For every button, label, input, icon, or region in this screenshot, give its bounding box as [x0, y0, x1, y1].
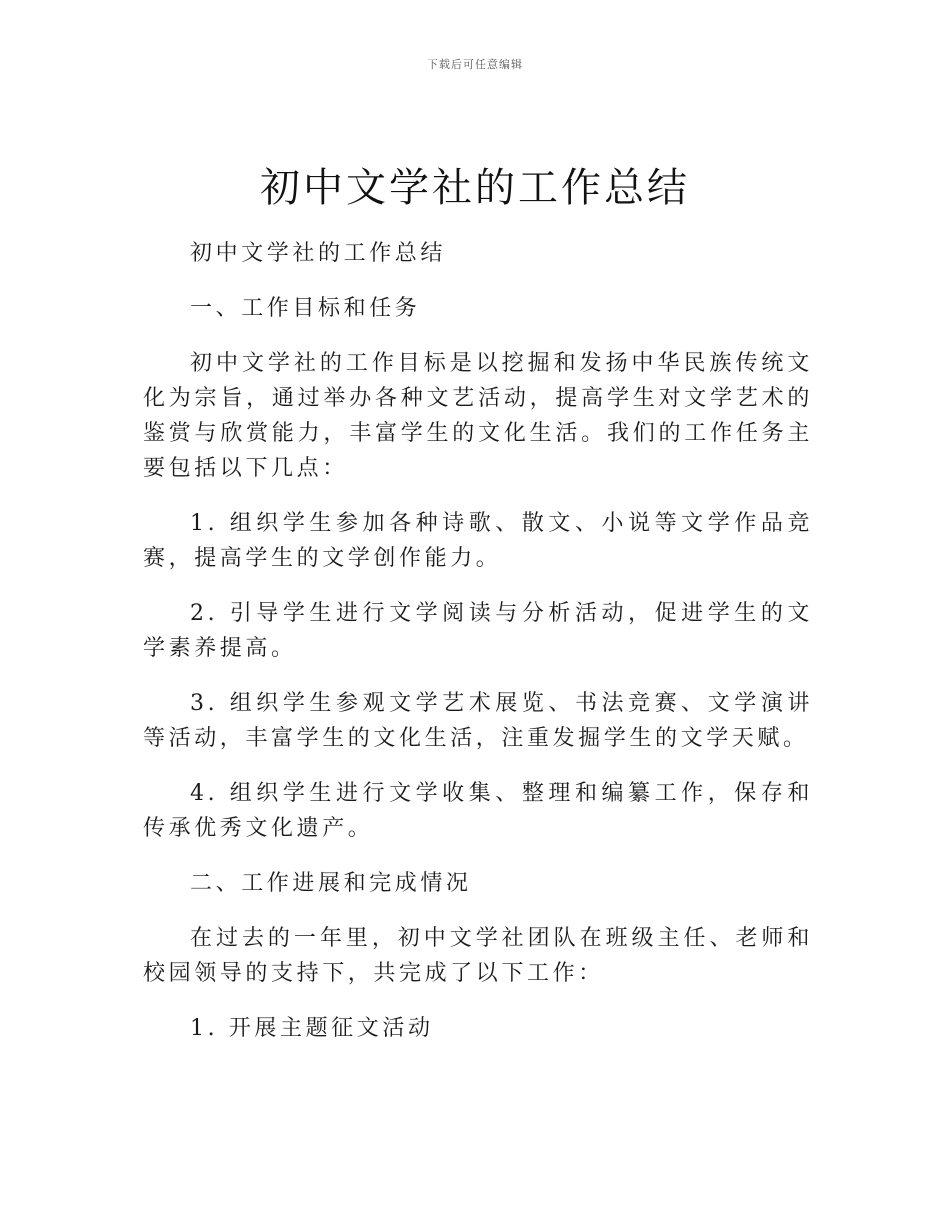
section-heading-progress: 二、工作进展和完成情况 — [190, 871, 472, 896]
goals-paragraph: 初中文学社的工作目标是以挖掘和发扬中华民族传统文化为宗旨，通过举办各种文艺活动，提高学生对文学艺术的鉴赏与欣赏能力，丰富学生的文化生活。我们的工作任务主要包括以下几点： — [143, 351, 813, 481]
section-heading-goals: 一、工作目标和任务 — [190, 296, 421, 321]
document-body — [143, 236, 813, 1066]
page-header-note: 下载后可任意编辑 — [427, 58, 523, 71]
document-title: 初中文学社的工作总结 — [260, 165, 690, 211]
task-item-2: 2. 引导学生进行文学阅读与分析活动，促进学生的文学素养提高。 — [143, 601, 813, 661]
progress-paragraph: 在过去的一年里，初中文学社团队在班级主任、老师和校园领导的支持下，共完成了以下工作： — [143, 926, 813, 986]
progress-item-1: 1. 开展主题征文活动 — [190, 1016, 434, 1041]
task-item-3: 3. 组织学生参观文学艺术展览、书法竞赛、文学演讲等活动，丰富学生的文化生活，注重发掘学生的文学天赋。 — [143, 691, 813, 751]
task-item-1: 1. 组织学生参加各种诗歌、散文、小说等文学作品竞赛，提高学生的文学创作能力。 — [143, 511, 813, 571]
subtitle-paragraph: 初中文学社的工作总结 — [190, 241, 447, 266]
task-item-4: 4. 组织学生进行文学收集、整理和编纂工作，保存和传承优秀文化遗产。 — [143, 781, 813, 841]
